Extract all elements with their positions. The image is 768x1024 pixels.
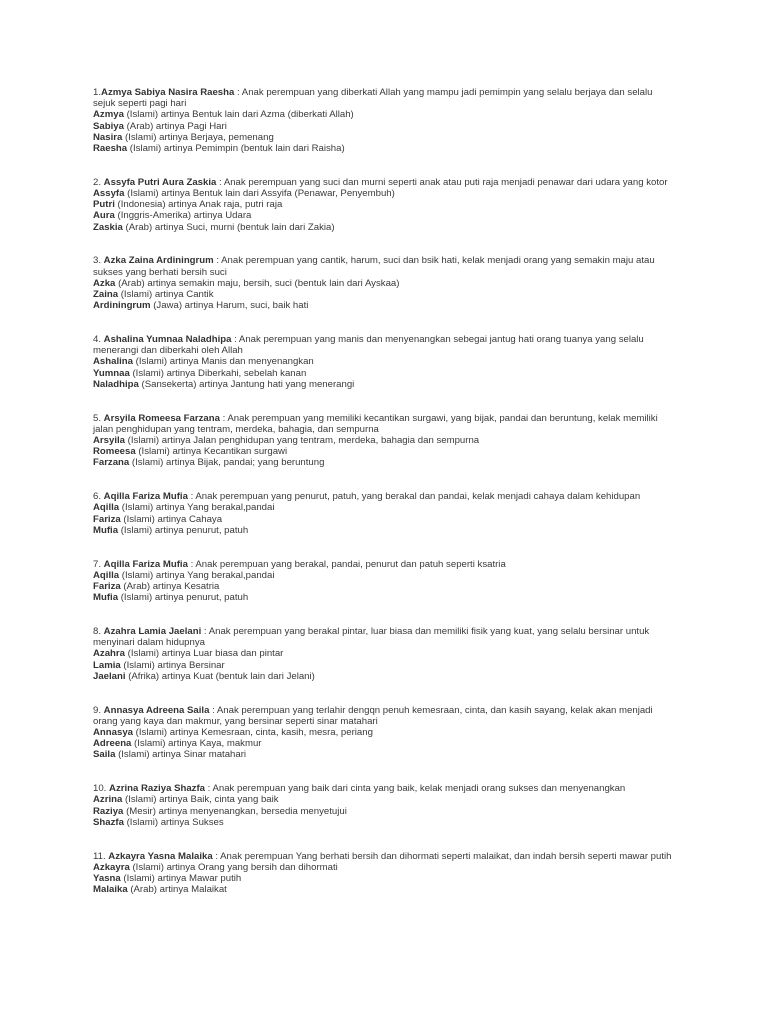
name-part: Zaina xyxy=(93,289,119,301)
name-part: Jaelani xyxy=(93,670,126,682)
name-part-line xyxy=(93,199,675,210)
name-part-line xyxy=(93,794,675,805)
name-entry xyxy=(93,626,675,682)
name-part: Nasira xyxy=(93,131,123,143)
name-part-meaning: (Islami) artinya Mawar putih xyxy=(120,873,242,885)
name-part-line xyxy=(93,749,675,760)
entry-number: 5. xyxy=(93,412,104,424)
name-part-line xyxy=(93,873,675,884)
name-part-line xyxy=(93,289,675,300)
name-part-meaning: (Jawa) artinya Harum, suci, baik hati xyxy=(150,300,309,312)
name-part-meaning: (Islami) artinya Cantik xyxy=(118,289,214,301)
entry-number: 10. xyxy=(93,783,110,795)
name-part: Yumnaa xyxy=(93,367,130,379)
name-part-meaning: (Islami) artinya Bentuk lain dari Assyifa (Penawar, Penyembuh) xyxy=(124,188,395,200)
name-part: Azka xyxy=(93,277,116,289)
name-entry xyxy=(93,334,675,390)
name-entry xyxy=(93,783,675,828)
entry-heading xyxy=(93,413,675,435)
document-page xyxy=(93,87,675,918)
name-part-meaning: (Arab) artinya Pagi Hari xyxy=(123,120,227,132)
name-part-meaning: (Arab) artinya semakin maju, bersih, suci (bentuk lain dari Ayskaa) xyxy=(115,277,400,289)
name-part-meaning: (Islami) artinya Yang berakal,pandai xyxy=(119,502,275,514)
name-part-meaning: (Islami) artinya Bentuk lain dari Azma (diberkati Allah) xyxy=(123,109,354,121)
name-part-line xyxy=(93,446,675,457)
name-part-meaning: (Islami) artinya Luar biasa dan pintar xyxy=(125,648,284,660)
name-part-meaning: (Arab) artinya Suci, murni (bentuk lain dari Zakia) xyxy=(122,221,335,233)
name-part-meaning: (Islami) artinya Baik, cinta yang baik xyxy=(122,794,279,806)
name-part: Yasna xyxy=(93,873,121,885)
name-part-meaning: (Mesir) artinya menyenangkan, bersedia menyetujui xyxy=(123,805,347,817)
name-part-meaning: (Islami) artinya Sinar matahari xyxy=(115,749,247,761)
name-description: : Anak perempuan yang penurut, patuh, yang berakal dan pandai, kelak menjadi cahaya dalam kehidupan xyxy=(187,491,641,503)
name-part: Lamia xyxy=(93,659,121,671)
name-part-meaning: (Islami) artinya Sukses xyxy=(123,816,224,828)
name-part-line xyxy=(93,727,675,738)
name-part-line xyxy=(93,222,675,233)
name-part-line xyxy=(93,457,675,468)
entry-heading xyxy=(93,851,675,862)
name-part-line xyxy=(93,132,675,143)
entry-heading xyxy=(93,255,675,277)
name-description: : Anak perempuan yang diberkati Allah yang mampu jadi pemimpin yang selalu berjaya dan selalu sejuk seperti pagi hari xyxy=(93,87,653,110)
name-part: Adreena xyxy=(93,738,132,750)
name-entry xyxy=(93,851,675,896)
name-part: Aqilla xyxy=(93,502,120,514)
entry-heading xyxy=(93,559,675,570)
name-description: : Anak perempuan yang manis dan menyenangkan sebegai jantug hati orang tuanya yang selalu menerangi dan diberkahi oleh Allah xyxy=(93,334,644,357)
name-part-line xyxy=(93,502,675,513)
full-name: Azahra Lamia Jaelani xyxy=(103,626,202,638)
entry-heading xyxy=(93,705,675,727)
name-part-meaning: (Islami) artinya Berjaya, pemenang xyxy=(122,131,274,143)
entry-number: 11. xyxy=(93,850,109,862)
name-part-line xyxy=(93,817,675,828)
name-part-line xyxy=(93,435,675,446)
entry-heading xyxy=(93,783,675,794)
name-entry xyxy=(93,559,675,604)
name-part-meaning: (Arab) artinya Malaikat xyxy=(127,884,227,896)
name-part-meaning: (Islami) artinya Cahaya xyxy=(120,513,223,525)
name-part-line xyxy=(93,210,675,221)
full-name: Arsyila Romeesa Farzana xyxy=(103,412,220,424)
name-part-line xyxy=(93,109,675,120)
name-part: Arsyila xyxy=(93,435,125,447)
name-part-line xyxy=(93,738,675,749)
name-part-meaning: (Islami) artinya Diberkahi, sebelah kanan xyxy=(129,367,307,379)
full-name: Azmya Sabiya Nasira Raesha xyxy=(101,87,235,98)
name-part: Azkayra xyxy=(93,861,130,873)
name-part: Azrina xyxy=(93,794,123,806)
name-part-line xyxy=(93,379,675,390)
name-part-meaning: (Islami) artinya penurut, patuh xyxy=(118,592,249,604)
name-part-meaning: (Islami) artinya Orang yang bersih dan dihormati xyxy=(129,861,338,873)
entry-number: 9. xyxy=(93,704,104,716)
name-part-line xyxy=(93,570,675,581)
name-part-line xyxy=(93,525,675,536)
name-entry xyxy=(93,177,675,233)
name-entry xyxy=(93,255,675,311)
entry-number: 7. xyxy=(93,558,104,570)
name-description: : Anak perempuan yang terlahir dengqn penuh kemesraan, cinta, dan kasih sayang, kelak akan menjadi orang yang kaya dan makmur, yang bersinar seperti sinar matahari xyxy=(93,704,653,727)
full-name: Assyfa Putri Aura Zaskia xyxy=(103,176,217,188)
name-part-meaning: (Inggris-Amerika) artinya Udara xyxy=(114,210,252,222)
name-part-meaning: (Afrika) artinya Kuat (bentuk lain dari Jelani) xyxy=(125,670,315,682)
name-part-meaning: (Islami) artinya Jalan penghidupan yang tentram, merdeka, bahagia dan sempurna xyxy=(125,435,480,447)
full-name: Azkayra Yasna Malaika xyxy=(108,850,213,862)
name-part: Malaika xyxy=(93,884,128,896)
entry-heading xyxy=(93,491,675,502)
name-part-meaning: (Islami) artinya Bersinar xyxy=(120,659,225,671)
name-part: Putri xyxy=(93,199,115,211)
name-part-line xyxy=(93,592,675,603)
entry-heading xyxy=(93,334,675,356)
entry-number: 1. xyxy=(93,87,102,98)
full-name: Ashalina Yumnaa Naladhipa xyxy=(103,334,232,346)
name-description: : Anak perempuan yang baik dari cinta yang baik, kelak menjadi orang sukses dan menyenangkan xyxy=(205,783,626,795)
entry-number: 3. xyxy=(93,255,104,267)
entry-number: 8. xyxy=(93,626,104,638)
full-name: Aqilla Fariza Mufia xyxy=(103,558,188,570)
name-description: : Anak perempuan yang berakal, pandai, penurut dan patuh seperti ksatria xyxy=(187,558,506,570)
name-part: Saila xyxy=(93,749,116,761)
name-part-meaning: (Islami) artinya penurut, patuh xyxy=(118,524,249,536)
name-part-line xyxy=(93,278,675,289)
name-part-meaning: (Islami) artinya Pemimpin (bentuk lain dari Raisha) xyxy=(127,143,345,155)
full-name: Annasya Adreena Saila xyxy=(103,704,210,716)
name-part-meaning: (Islami) artinya Yang berakal,pandai xyxy=(119,569,275,581)
entry-number: 2. xyxy=(93,176,104,188)
name-part-meaning: (Indonesia) artinya Anak raja, putri raja xyxy=(114,199,283,211)
name-part: Ashalina xyxy=(93,356,133,368)
full-name: Azka Zaina Ardiningrum xyxy=(103,255,214,267)
name-part: Aura xyxy=(93,210,115,222)
name-part: Zaskia xyxy=(93,221,123,233)
name-part-line xyxy=(93,143,675,154)
name-part: Mufia xyxy=(93,592,119,604)
name-part: Azahra xyxy=(93,648,125,660)
entry-heading xyxy=(93,87,675,109)
name-part-line xyxy=(93,671,675,682)
name-part: Aqilla xyxy=(93,569,120,581)
name-entry xyxy=(93,413,675,469)
name-part-meaning: (Islami) artinya Kecantikan surgawi xyxy=(135,446,288,458)
entry-number: 4. xyxy=(93,334,104,346)
name-part-meaning: (Islami) artinya Kemesraan, cinta, kasih, mesra, periang xyxy=(133,727,373,739)
name-part: Mufia xyxy=(93,524,119,536)
name-entry xyxy=(93,705,675,761)
name-part-line xyxy=(93,862,675,873)
name-part-meaning: (Arab) artinya Kesatria xyxy=(120,581,220,593)
name-description: : Anak perempuan Yang berhati bersih dan dihormati seperti malaikat, dan indah bersih seperti mawar putih xyxy=(212,850,672,862)
name-part: Farzana xyxy=(93,457,130,469)
name-part: Sabiya xyxy=(93,120,124,132)
name-part-line xyxy=(93,884,675,895)
name-entry xyxy=(93,87,675,154)
name-part-meaning: (Sansekerta) artinya Jantung hati yang menerangi xyxy=(138,378,355,390)
name-part-meaning: (Islami) artinya Manis dan menyenangkan xyxy=(133,356,314,368)
name-part: Fariza xyxy=(93,513,121,525)
name-part: Assyfa xyxy=(93,188,125,200)
name-description: : Anak perempuan yang cantik, harum, suci dan bsik hati, kelak menjadi orang yang semakin maju atau sukses yang berhati bersih suci xyxy=(93,255,655,278)
name-part-line xyxy=(93,188,675,199)
name-part: Fariza xyxy=(93,581,121,593)
name-part: Ardiningrum xyxy=(93,300,151,312)
name-description: : Anak perempuan yang memiliki kecantikan surgawi, yang bijak, pandai dan beruntung, kelak memiliki jalan penghidupan yang tentram, merdeka, bahagia, dan sempurna xyxy=(93,412,658,435)
name-part-meaning: (Islami) artinya Kaya, makmur xyxy=(131,738,262,750)
name-part-line xyxy=(93,356,675,367)
name-part: Annasya xyxy=(93,727,133,739)
name-entry xyxy=(93,491,675,536)
entry-number: 6. xyxy=(93,491,104,503)
name-part-line xyxy=(93,581,675,592)
name-part-line xyxy=(93,648,675,659)
name-part-line xyxy=(93,660,675,671)
entry-heading xyxy=(93,626,675,648)
name-part-line xyxy=(93,300,675,311)
name-part: Azmya xyxy=(93,109,124,121)
name-part: Romeesa xyxy=(93,446,136,458)
entry-heading xyxy=(93,177,675,188)
name-part: Naladhipa xyxy=(93,378,139,390)
name-part-line xyxy=(93,121,675,132)
name-part: Shazfa xyxy=(93,816,124,828)
name-part-line xyxy=(93,514,675,525)
name-part-line xyxy=(93,806,675,817)
name-part: Raziya xyxy=(93,805,124,817)
name-part: Raesha xyxy=(93,143,128,155)
full-name: Azrina Raziya Shazfa xyxy=(109,783,205,795)
name-description: : Anak perempuan yang suci dan murni seperti anak atau puti raja menjadi penawar dari udara yang kotor xyxy=(216,176,668,188)
name-part-line xyxy=(93,368,675,379)
name-part-meaning: (Islami) artinya Bijak, pandai; yang beruntung xyxy=(129,457,325,469)
full-name: Aqilla Fariza Mufia xyxy=(103,491,188,503)
name-description: : Anak perempuan yang berakal pintar, luar biasa dan memiliki fisik yang kuat, yang selalu bersinar untuk menyinari dalam hidupnya xyxy=(93,626,650,649)
